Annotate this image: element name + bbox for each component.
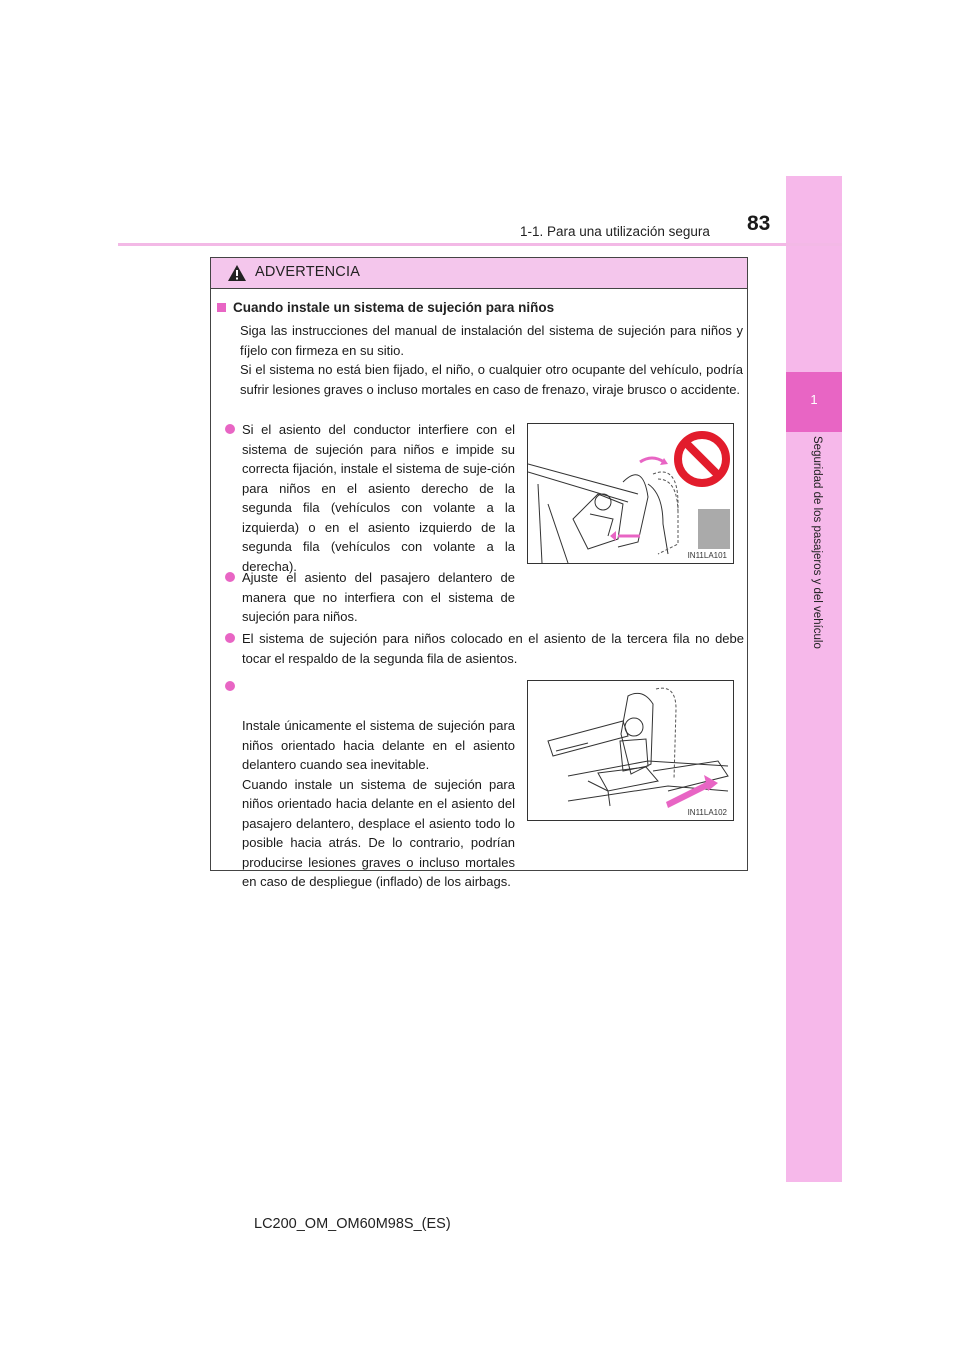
warning-subheading	[217, 300, 554, 315]
chapter-number-tab: 1	[786, 372, 842, 432]
bullet-text: Instale únicamente el sistema de sujeción para niños orientado hacia delante en el asiento delantero cuando sea inevitable. Cuando instale un sistema de sujeción para niños orientado hacia delante en el asiento del pasajero delantero, desplace el asiento todo lo posible hacia atrás. De lo contrario, podrían producirse lesiones graves o incluso mortales en caso de despliegue (inflado) de los airbags.	[242, 718, 515, 889]
bullet-text: Si el asiento del conductor interfiere con el sistema de sujeción para niños e impide su correcta fijación, instale el sistema de suje-ción para niños en el asiento derecho de la segunda fila (vehículos con volante a la izquierda) o en el asiento izquierdo de la segunda fila (vehículos con volante a la derecha).	[242, 422, 515, 574]
warning-box	[210, 257, 748, 889]
square-bullet-icon	[217, 303, 226, 312]
prohibited-icon	[673, 430, 731, 488]
front-seat-child-restraint-illustration	[528, 681, 733, 820]
page-number: 83	[747, 212, 771, 235]
figure-seat-interference	[527, 423, 734, 564]
bullet-item	[242, 420, 515, 576]
bullet-item	[242, 568, 515, 627]
warning-subheading-text: Cuando instale un sistema de sujeción para niños	[233, 300, 555, 315]
bullet-dot-icon	[225, 572, 235, 582]
figure-front-seat-child-restraint	[527, 680, 734, 821]
bullet-text: El sistema de sujeción para niños colocado en el asiento de la tercera fila no debe tocar el respaldo de la segunda fila de asientos.	[242, 631, 744, 666]
warning-intro: Siga las instrucciones del manual de instalación del sistema de sujeción para niños y fíjelo con firmeza en su sitio. Si el sistema no está bien fijado, el niño, o cualquier otro ocupante del vehículo, podría sufrir lesiones graves o incluso mortales en caso de frenazo, viraje brusco o accidente.	[240, 323, 743, 397]
bullet-item	[242, 629, 744, 668]
warning-title: ADVERTENCIA	[255, 264, 361, 280]
header-rule	[118, 243, 842, 246]
bullet-dot-icon	[225, 633, 235, 643]
warning-header	[211, 258, 747, 289]
bullet-item	[242, 677, 515, 892]
bullet-text: Ajuste el asiento del pasajero delantero de manera que no interfiera con el sistema de sujeción para niños.	[242, 570, 515, 624]
chapter-title-vertical: Seguridad de los pasajeros y del vehículo	[811, 436, 823, 649]
figure-code: IN11LA101	[687, 551, 727, 560]
bullet-dot-icon	[225, 424, 235, 434]
document-code: LC200_OM_OM60M98S_(ES)	[254, 1216, 451, 1232]
warning-triangle-icon	[227, 264, 247, 282]
figure-code: IN11LA102	[687, 808, 727, 817]
bullet-dot-icon	[225, 681, 235, 691]
section-title: 1-1. Para una utilización segura	[520, 224, 710, 239]
